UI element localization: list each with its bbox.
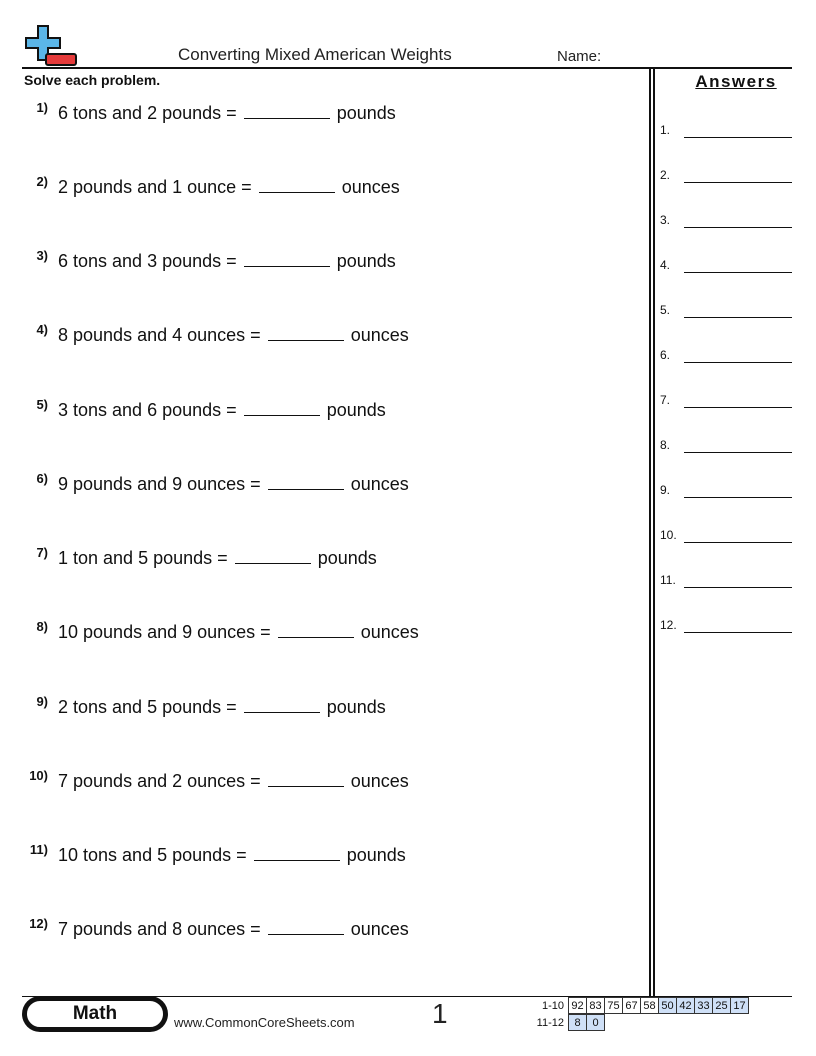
problem-prompt: 6 tons and 2 pounds = <box>58 103 237 123</box>
answer-blank[interactable] <box>268 916 344 935</box>
problem-unit: pounds <box>326 400 386 420</box>
problem-number: 8) <box>36 619 48 634</box>
name-label: Name: <box>557 48 602 65</box>
problem-number: 10) <box>29 768 48 783</box>
answer-number: 1. <box>660 123 671 137</box>
score-cell: 25 <box>713 998 731 1014</box>
answer-row-9 <box>660 483 792 503</box>
problem-unit: pounds <box>317 548 377 568</box>
answer-blank[interactable] <box>268 322 344 341</box>
problem-prompt: 2 pounds and 1 ounce = <box>58 177 252 197</box>
problem-number: 12) <box>29 916 48 931</box>
answer-number: 3. <box>660 213 671 227</box>
page-title: Converting Mixed American Weights <box>178 45 452 64</box>
answer-column-divider <box>653 67 655 996</box>
answer-line[interactable] <box>684 137 792 138</box>
answer-number: 2. <box>660 168 671 182</box>
problem-unit: ounces <box>350 325 409 345</box>
answer-row-1 <box>660 123 792 143</box>
score-cell: 50 <box>659 998 677 1014</box>
answer-number: 10. <box>660 528 677 542</box>
answer-line[interactable] <box>684 182 792 183</box>
answer-row-12 <box>660 618 792 638</box>
problem-prompt: 6 tons and 3 pounds = <box>58 251 237 271</box>
problem-unit: ounces <box>360 622 419 642</box>
problem-prompt: 10 pounds and 9 ounces = <box>58 622 271 642</box>
problem-prompt: 10 tons and 5 pounds = <box>58 845 247 865</box>
answer-blank[interactable] <box>244 397 320 416</box>
answer-line[interactable] <box>684 362 792 363</box>
answer-row-2 <box>660 168 792 188</box>
answer-row-11 <box>660 573 792 593</box>
answer-row-3 <box>660 213 792 233</box>
answer-row-4 <box>660 258 792 278</box>
answer-row-7 <box>660 393 792 413</box>
answer-line[interactable] <box>684 632 792 633</box>
answer-blank[interactable] <box>244 248 330 267</box>
score-cell: 58 <box>641 998 659 1014</box>
answer-number: 6. <box>660 348 671 362</box>
answer-number: 5. <box>660 303 671 317</box>
problem-prompt: 7 pounds and 8 ounces = <box>58 919 261 939</box>
score-cell: 92 <box>569 998 587 1014</box>
problem-text <box>58 471 409 495</box>
subject-badge <box>24 998 166 1030</box>
answer-number: 4. <box>660 258 671 272</box>
problem-text <box>58 842 406 866</box>
page-number: 1 <box>432 998 448 1029</box>
site-url: www.CommonCoreSheets.com <box>174 1015 355 1030</box>
problem-unit: ounces <box>350 474 409 494</box>
answer-line[interactable] <box>684 407 792 408</box>
answer-number: 11. <box>660 573 676 587</box>
problem-text <box>58 100 396 124</box>
problem-text <box>58 619 419 643</box>
problem-number: 6) <box>36 471 48 486</box>
problem-prompt: 8 pounds and 4 ounces = <box>58 325 261 345</box>
answer-blank[interactable] <box>278 619 354 638</box>
problem-number: 2) <box>36 174 48 189</box>
problem-text <box>58 248 396 272</box>
score-cell: 75 <box>605 998 623 1014</box>
score-cell: 8 <box>569 1015 587 1031</box>
answer-row-10 <box>660 528 792 548</box>
answer-column-divider <box>649 67 651 996</box>
problem-prompt: 1 ton and 5 pounds = <box>58 548 228 568</box>
answer-row-5 <box>660 303 792 323</box>
score-cell: 33 <box>695 998 713 1014</box>
problem-text <box>58 174 400 198</box>
score-table-row-2 <box>526 1014 605 1031</box>
problem-text <box>58 768 409 792</box>
problem-text <box>58 397 386 421</box>
problem-unit: ounces <box>350 919 409 939</box>
answer-blank[interactable] <box>268 768 344 787</box>
answer-blank[interactable] <box>244 694 320 713</box>
problem-number: 3) <box>36 248 48 263</box>
answer-blank[interactable] <box>254 842 340 861</box>
answer-line[interactable] <box>684 317 792 318</box>
problem-number: 1) <box>36 100 48 115</box>
score-cell: 67 <box>623 998 641 1014</box>
answer-number: 8. <box>660 438 671 452</box>
problem-unit: pounds <box>336 103 396 123</box>
problem-prompt: 2 tons and 5 pounds = <box>58 697 237 717</box>
subject-label: Math <box>72 1003 118 1024</box>
problem-number: 9) <box>36 694 48 709</box>
answer-blank[interactable] <box>235 545 311 564</box>
score-cell: 0 <box>587 1015 605 1031</box>
score-table-row-1 <box>526 997 749 1014</box>
plus-minus-logo-icon <box>24 24 80 68</box>
problem-unit: pounds <box>326 697 386 717</box>
problem-unit: ounces <box>350 771 409 791</box>
instructions: Solve each problem. <box>24 72 161 88</box>
answer-line[interactable] <box>684 452 792 453</box>
answer-number: 7. <box>660 393 671 407</box>
answer-blank[interactable] <box>244 100 330 119</box>
answer-line[interactable] <box>684 587 792 588</box>
problem-number: 5) <box>36 397 48 412</box>
problem-text <box>58 694 386 718</box>
problem-text <box>58 916 409 940</box>
problem-number: 11) <box>29 842 48 857</box>
score-range-label: 11-12 <box>536 1016 564 1029</box>
answers-title: Answers <box>695 72 777 91</box>
problem-number: 4) <box>36 322 48 337</box>
problem-text <box>58 545 377 569</box>
score-range-label: 1-10 <box>541 999 564 1012</box>
answer-line[interactable] <box>684 542 792 543</box>
answer-row-6 <box>660 348 792 368</box>
problem-text <box>58 322 409 346</box>
answer-blank[interactable] <box>259 174 335 193</box>
header-divider <box>22 67 792 69</box>
problem-number: 7) <box>36 545 48 560</box>
problem-unit: pounds <box>346 845 406 865</box>
problem-prompt: 9 pounds and 9 ounces = <box>58 474 261 494</box>
answer-line[interactable] <box>684 272 792 273</box>
problem-prompt: 3 tons and 6 pounds = <box>58 400 237 420</box>
answer-line[interactable] <box>684 227 792 228</box>
score-cell: 42 <box>677 998 695 1014</box>
answer-number: 12. <box>660 618 677 632</box>
problem-unit: ounces <box>341 177 400 197</box>
answer-line[interactable] <box>684 497 792 498</box>
score-cell: 83 <box>587 998 605 1014</box>
answer-number: 9. <box>660 483 671 497</box>
answer-row-8 <box>660 438 792 458</box>
answer-blank[interactable] <box>268 471 344 490</box>
problem-prompt: 7 pounds and 2 ounces = <box>58 771 261 791</box>
problem-unit: pounds <box>336 251 396 271</box>
score-cell: 17 <box>731 998 749 1014</box>
